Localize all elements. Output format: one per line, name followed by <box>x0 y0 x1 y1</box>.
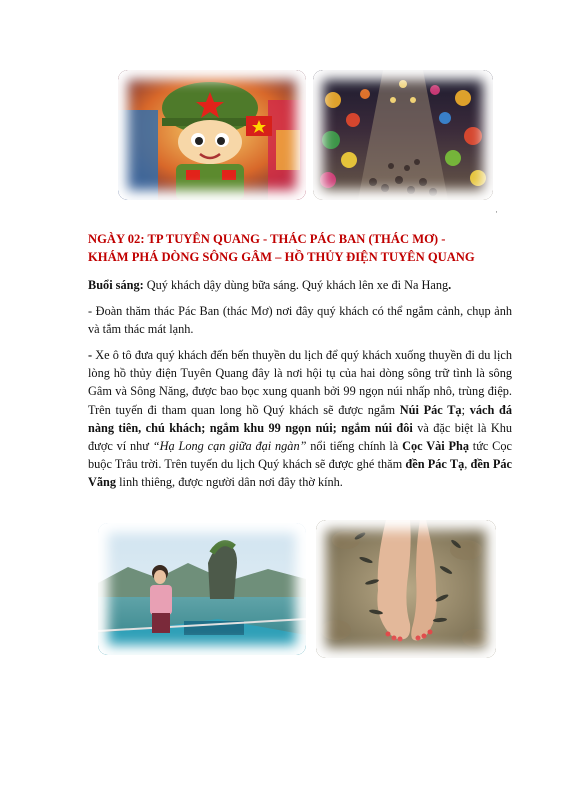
waterfall-paragraph <box>88 302 512 338</box>
lantern-street-photo <box>313 70 493 200</box>
lake-boat-photo <box>98 523 306 655</box>
morning-label: Buổi sáng: <box>88 278 144 292</box>
den-pac-vang: đền Pác Vãng <box>88 457 513 490</box>
morning-text: Quý khách dậy dùng bữa sáng. Quý khách lên xe đi Na Hang <box>143 278 449 292</box>
morning-paragraph <box>88 276 512 294</box>
lake-text-5: tức Cọc buộc Trâu trời. Trên tuyến du lịch Quý khách sẽ được ghé thăm <box>88 439 512 472</box>
lake-text-2: ; <box>461 402 470 417</box>
day-heading <box>88 230 508 266</box>
lake-text-1: Xe ô tô đưa quý khách đến bến thuyền du lịch để quý khách xuống thuyền đi du lịch lòng hồ thủy điện Tuyên Quang đây là nơi hội tụ của hai dòng sông trữ tình là sông Gâm và Sông Năng, được bao bọc xung quanh bởi 99 ngọn núi nhấp nhô, trùng điệp. Trên tuyến đi tham quan long hồ Quý khách sẽ được ngắm <box>88 348 512 417</box>
lake-text-4: nổi tiếng chính là <box>306 439 403 454</box>
soldier-lantern-photo <box>118 70 306 200</box>
lake-paragraph <box>88 346 512 492</box>
day-heading-line2: KHÁM PHÁ DÒNG SÔNG GÂM – HỒ THỦY ĐIỆN TUYÊN QUANG <box>88 250 475 264</box>
waterfall-text: - Đoàn thăm thác Pác Ban (thác Mơ) nơi đây quý khách có thể ngắm cảnh, chụp ảnh và tắm thác mát lạnh. <box>88 304 512 337</box>
lake-text-6: , <box>464 457 471 472</box>
fish-spa-photo <box>316 520 496 658</box>
nui-pac-ta: Núi Pác Tạ <box>399 402 462 417</box>
stray-mark: · <box>495 207 498 217</box>
cliff-list: vách đá nàng tiên, chú khách; ngắm khu 99 ngọn núi; ngắm núi đôi <box>88 402 512 435</box>
lake-text-7: linh thiêng, được người dân nơi đây thờ kính. <box>116 475 343 490</box>
morning-end: . <box>448 278 452 292</box>
coc-vai-pha: Cọc Vài Phạ <box>402 439 469 454</box>
day-heading-line1: NGÀY 02: TP TUYÊN QUANG - THÁC PÁC BAN (THÁC MƠ) - <box>88 232 446 246</box>
ha-long-quote: “Hạ Long cạn giữa đại ngàn” <box>152 439 307 454</box>
lake-text-3: và đặc biệt là Khu được ví như <box>88 420 512 454</box>
den-pac-ta: đền Pác Tạ <box>405 457 465 472</box>
lake-dash: - <box>88 348 93 362</box>
